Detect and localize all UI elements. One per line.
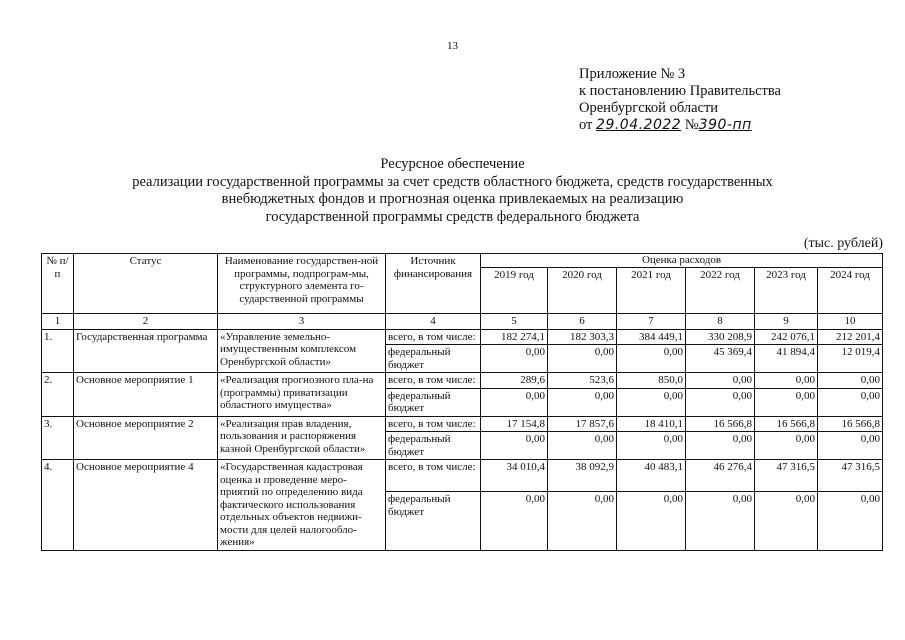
row-status: Основное мероприятие 1 bbox=[74, 373, 218, 417]
header-year-2024: 2024 год bbox=[818, 267, 883, 314]
column-number: 1 bbox=[42, 314, 74, 330]
total-value: 182 274,1 bbox=[481, 329, 548, 345]
row-name: «Реализация прогнозного пла-на (программы) приватизации областного имущества» bbox=[218, 373, 386, 417]
header-name: Наименование государствен-ной программы, подпрограм-мы, структурного элемента го-сударственной программы bbox=[218, 254, 386, 314]
total-value: 16 566,8 bbox=[755, 416, 818, 432]
appendix-region: Оренбургской области bbox=[579, 100, 719, 116]
total-value: 18 410,1 bbox=[617, 416, 686, 432]
source-total-label: всего, в том числе: bbox=[386, 460, 481, 492]
total-value: 17 857,6 bbox=[548, 416, 617, 432]
source-total-label: всего, в том числе: bbox=[386, 329, 481, 345]
page-number: 13 bbox=[447, 40, 458, 52]
row-name: «Реализация прав владения, пользования и распоряжения казной Оренбургской области» bbox=[218, 416, 386, 460]
source-federal-label: федеральный бюджет bbox=[386, 345, 481, 373]
header-year-2019: 2019 год bbox=[481, 267, 548, 314]
total-value: 850,0 bbox=[617, 373, 686, 389]
appendix-date-line bbox=[579, 117, 781, 134]
federal-value: 0,00 bbox=[818, 388, 883, 416]
header-num: № п/п bbox=[42, 254, 74, 314]
total-value: 384 449,1 bbox=[617, 329, 686, 345]
total-value: 34 010,4 bbox=[481, 460, 548, 492]
column-number: 10 bbox=[818, 314, 883, 330]
federal-value: 0,00 bbox=[818, 432, 883, 460]
federal-value: 0,00 bbox=[755, 492, 818, 550]
source-federal-label: федеральный бюджет bbox=[386, 388, 481, 416]
total-value: 40 483,1 bbox=[617, 460, 686, 492]
title-line-1: Ресурсное обеспечение bbox=[380, 156, 525, 172]
column-number-row bbox=[42, 314, 883, 330]
total-value: 16 566,8 bbox=[818, 416, 883, 432]
document-title bbox=[0, 156, 905, 226]
appendix-block bbox=[579, 66, 781, 134]
header-estimate: Оценка расходов bbox=[481, 254, 883, 268]
source-federal-label: федеральный бюджет bbox=[386, 492, 481, 550]
number-prefix: № bbox=[684, 117, 699, 133]
column-number: 7 bbox=[617, 314, 686, 330]
federal-value: 0,00 bbox=[617, 432, 686, 460]
column-number: 5 bbox=[481, 314, 548, 330]
table-row-total bbox=[42, 329, 883, 345]
federal-value: 0,00 bbox=[548, 345, 617, 373]
total-value: 38 092,9 bbox=[548, 460, 617, 492]
row-name: «Государственная кадастровая оценка и проведение меро-приятий по определению вида фактического использования отдельных объектов недвижи-мости для целей налогообло-жения» bbox=[218, 460, 386, 551]
federal-value: 0,00 bbox=[617, 492, 686, 550]
header-year-2022: 2022 год bbox=[686, 267, 755, 314]
total-value: 46 276,4 bbox=[686, 460, 755, 492]
total-value: 242 076,1 bbox=[755, 329, 818, 345]
total-value: 0,00 bbox=[818, 373, 883, 389]
header-year-2021: 2021 год bbox=[617, 267, 686, 314]
federal-value: 0,00 bbox=[548, 492, 617, 550]
federal-value: 0,00 bbox=[686, 492, 755, 550]
federal-value: 0,00 bbox=[548, 432, 617, 460]
total-value: 523,6 bbox=[548, 373, 617, 389]
date-prefix: от bbox=[579, 117, 593, 133]
column-number: 8 bbox=[686, 314, 755, 330]
federal-value: 0,00 bbox=[686, 432, 755, 460]
table-row-total bbox=[42, 416, 883, 432]
header-source: Источник финансирования bbox=[386, 254, 481, 314]
row-number: 4. bbox=[42, 460, 74, 551]
row-name: «Управление земельно-имущественным комплексом Оренбургской области» bbox=[218, 329, 386, 373]
total-value: 212 201,4 bbox=[818, 329, 883, 345]
title-line-2: реализации государственной программы за счет средств областного бюджета, средств государственных bbox=[132, 173, 773, 190]
column-number: 4 bbox=[386, 314, 481, 330]
resolution-date: 29.04.2022 bbox=[596, 117, 682, 133]
federal-value: 41 894,4 bbox=[755, 345, 818, 373]
table-row-total bbox=[42, 460, 883, 492]
total-value: 47 316,5 bbox=[755, 460, 818, 492]
column-number: 2 bbox=[74, 314, 218, 330]
total-value: 17 154,8 bbox=[481, 416, 548, 432]
source-total-label: всего, в том числе: bbox=[386, 416, 481, 432]
federal-value: 0,00 bbox=[481, 388, 548, 416]
federal-value: 45 369,4 bbox=[686, 345, 755, 373]
column-number: 6 bbox=[548, 314, 617, 330]
federal-value: 0,00 bbox=[481, 345, 548, 373]
column-number: 3 bbox=[218, 314, 386, 330]
title-line-3: внебюджетных фондов и прогнозная оценка привлекаемых на реализацию bbox=[221, 191, 684, 207]
federal-value: 0,00 bbox=[617, 345, 686, 373]
row-status: Государственная программа bbox=[74, 329, 218, 373]
federal-value: 0,00 bbox=[686, 388, 755, 416]
column-number: 9 bbox=[755, 314, 818, 330]
row-status: Основное мероприятие 4 bbox=[74, 460, 218, 551]
federal-value: 0,00 bbox=[617, 388, 686, 416]
total-value: 289,6 bbox=[481, 373, 548, 389]
total-value: 47 316,5 bbox=[818, 460, 883, 492]
total-value: 182 303,3 bbox=[548, 329, 617, 345]
appendix-resolution: к постановлению Правительства bbox=[579, 83, 781, 99]
table-row-total bbox=[42, 373, 883, 389]
federal-value: 0,00 bbox=[755, 388, 818, 416]
federal-value: 12 019,4 bbox=[818, 345, 883, 373]
federal-value: 0,00 bbox=[481, 492, 548, 550]
federal-value: 0,00 bbox=[481, 432, 548, 460]
header-year-2020: 2020 год bbox=[548, 267, 617, 314]
budget-table bbox=[41, 253, 883, 551]
resolution-number: 390-пп bbox=[698, 117, 752, 133]
total-value: 0,00 bbox=[686, 373, 755, 389]
federal-value: 0,00 bbox=[755, 432, 818, 460]
header-status: Статус bbox=[74, 254, 218, 314]
total-value: 330 208,9 bbox=[686, 329, 755, 345]
units-label: (тыс. рублей) bbox=[803, 236, 883, 251]
appendix-title: Приложение № 3 bbox=[579, 66, 686, 82]
source-total-label: всего, в том числе: bbox=[386, 373, 481, 389]
row-number: 3. bbox=[42, 416, 74, 460]
header-year-2023: 2023 год bbox=[755, 267, 818, 314]
header-row-1 bbox=[42, 254, 883, 268]
federal-value: 0,00 bbox=[818, 492, 883, 550]
federal-value: 0,00 bbox=[548, 388, 617, 416]
total-value: 0,00 bbox=[755, 373, 818, 389]
row-status: Основное мероприятие 2 bbox=[74, 416, 218, 460]
source-federal-label: федеральный бюджет bbox=[386, 432, 481, 460]
title-line-4: государственной программы средств федерального бюджета bbox=[265, 208, 640, 225]
row-number: 1. bbox=[42, 329, 74, 373]
row-number: 2. bbox=[42, 373, 74, 417]
total-value: 16 566,8 bbox=[686, 416, 755, 432]
